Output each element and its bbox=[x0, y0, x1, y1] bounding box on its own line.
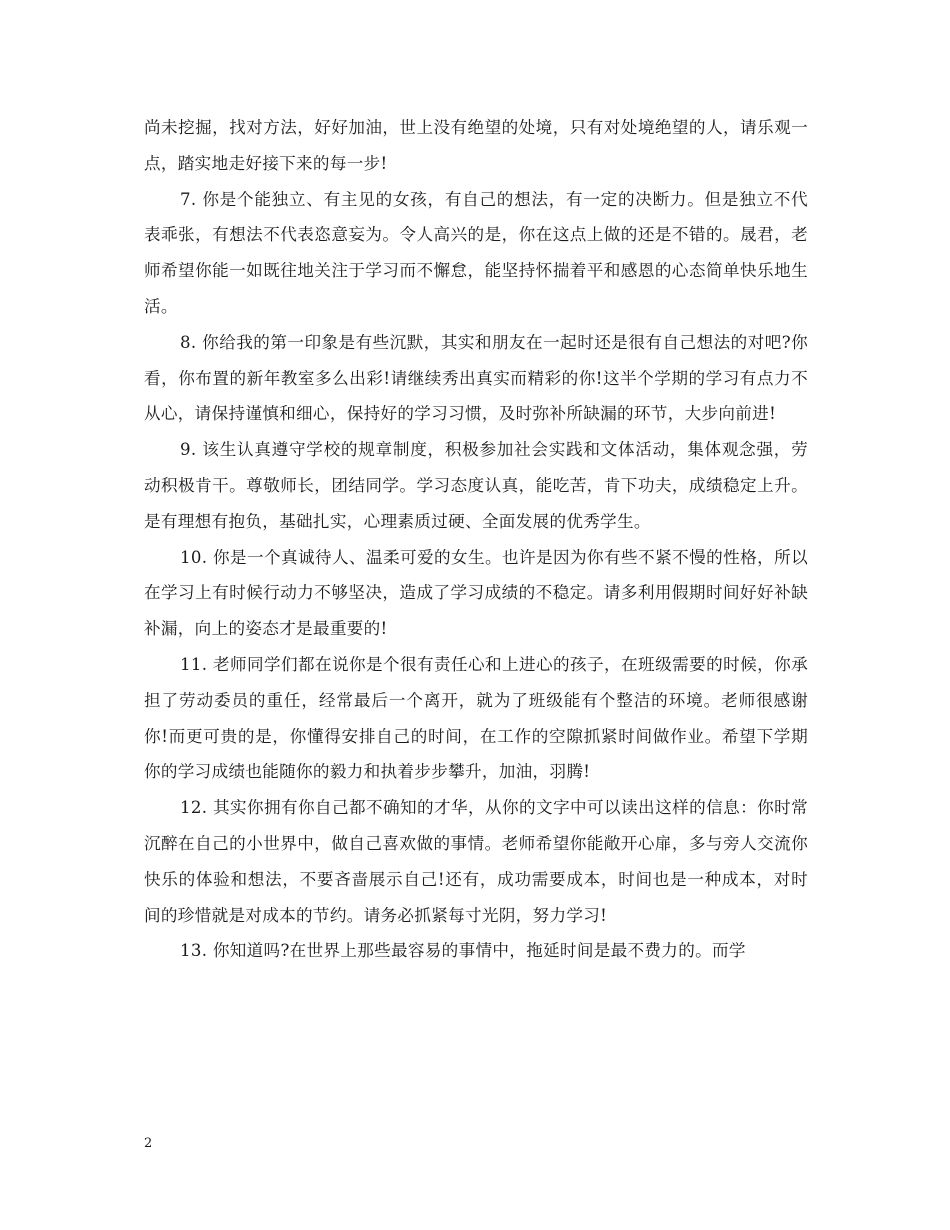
paragraph-continuation: 尚未挖掘，找对方法，好好加油，世上没有绝望的处境，只有对处境绝望的人，请乐观一点，踏实地走好接下来的每一步! bbox=[144, 118, 808, 173]
paragraph-comment-7: 7. 你是个能独立、有主见的女孩，有自己的想法，有一定的决断力。但是独立不代表乖张，有想法不代表恣意妄为。令人高兴的是，你在这点上做的还是不错的。晟君，老师希望你能一如既往地关注于学习而不懈怠，能坚持怀揣着平和感恩的心态简单快乐地生活。 bbox=[144, 189, 808, 316]
paragraph-comment-12: 12. 其实你拥有你自己都不确知的才华，从你的文字中可以读出这样的信息：你时常沉醉在自己的小世界中，做自己喜欢做的事情。老师希望你能敞开心扉，多与旁人交流你快乐的体验和想法，不要吝啬展示自己!还有，成功需要成本，时间也是一种成本，对时间的珍惜就是对成本的节约。请务必抓紧每寸光阴，努力学习! bbox=[144, 798, 808, 925]
paragraph-comment-9: 9. 该生认真遵守学校的规章制度，积极参加社会实践和文体活动，集体观念强，劳动积极肯干。尊敬师长，团结同学。学习态度认真，能吃苦，肯下功夫，成绩稳定上升。是有理想有抱负，基础扎实，心理素质过硬、全面发展的优秀学生。 bbox=[144, 440, 808, 531]
document-body bbox=[144, 110, 808, 969]
paragraph-comment-11: 11. 老师同学们都在说你是个很有责任心和上进心的孩子，在班级需要的时候，你承担了劳动委员的重任，经常最后一个离开，就为了班级能有个整洁的环境。老师很感谢你!而更可贵的是，你懂得安排自己的时间，在工作的空隙抓紧时间做作业。希望下学期你的学习成绩也能随你的毅力和执着步步攀升，加油，羽腾! bbox=[144, 654, 808, 782]
page-number: 2 bbox=[144, 1136, 153, 1151]
paragraph-comment-8: 8. 你给我的第一印象是有些沉默，其实和朋友在一起时还是很有自己想法的对吧?你看，你布置的新年教室多么出彩!请继续秀出真实而精彩的你!这半个学期的学习有点力不从心，请保持谨慎和细心，保持好的学习习惯，及时弥补所缺漏的环节，大步向前进! bbox=[144, 332, 808, 424]
paragraph-comment-13: 13. 你知道吗?在世界上那些最容易的事情中，拖延时间是最不费力的。而学 bbox=[180, 941, 746, 961]
paragraph-comment-10: 10. 你是一个真诚待人、温柔可爱的女生。也许是因为你有些不紧不慢的性格，所以在学习上有时候行动力不够坚决，造成了学习成绩的不稳定。请多利用假期时间好好补缺补漏，向上的姿态才是最重要的! bbox=[144, 547, 808, 639]
